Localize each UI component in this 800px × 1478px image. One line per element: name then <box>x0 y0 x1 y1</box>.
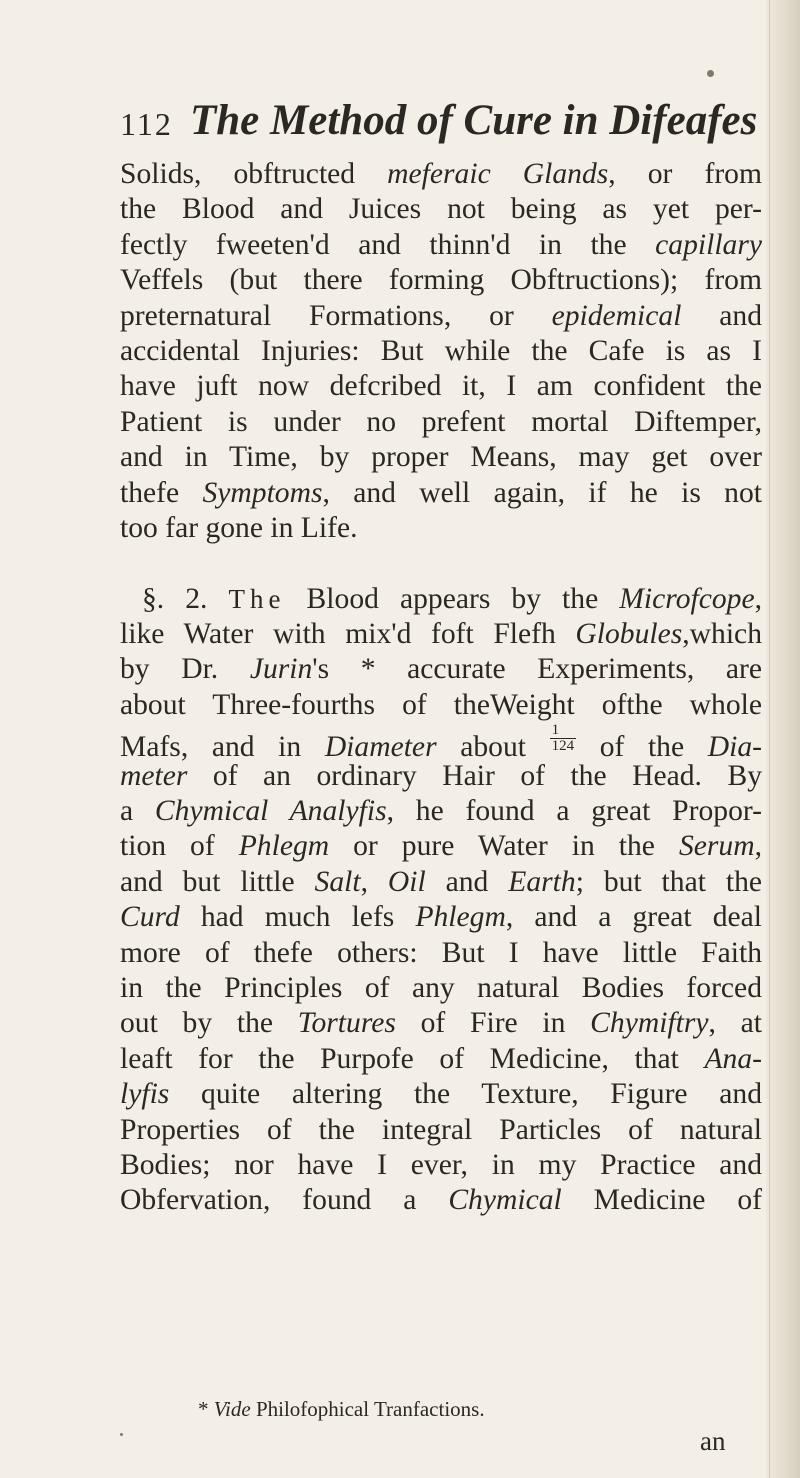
text-run: of an ordinary Hair of the Head. By <box>187 759 762 792</box>
text-line: in the Principles of any natural Bodies forced <box>120 971 762 1004</box>
italic-run: Globules <box>575 618 683 651</box>
text-line <box>120 865 762 900</box>
text-line: too far gone in Life. <box>120 511 358 544</box>
italic-run: meter <box>120 759 188 792</box>
text-run: a <box>120 795 155 828</box>
fraction <box>550 723 577 754</box>
text-line <box>120 228 762 263</box>
text-line <box>120 1183 762 1218</box>
text-run: Medicine of <box>561 1184 762 1217</box>
ink-speck <box>707 70 714 77</box>
text-run: thefe <box>120 476 203 509</box>
text-run: leaft for the Purpofe of Medicine, that <box>120 1042 705 1075</box>
running-title: The Method of Cure in Difeafes <box>190 97 758 144</box>
italic-run: Chymiftry <box>590 1007 709 1040</box>
text-run: out by the <box>120 1007 298 1040</box>
italic-run: Phlegm <box>238 830 330 863</box>
body-text <box>120 157 762 1219</box>
italic-run: Serum <box>678 830 755 863</box>
text-run: , <box>754 830 762 863</box>
text-line: Properties of the integral Particles of natural <box>120 1113 762 1146</box>
text-line: Bodies; nor have I ever, in my Practice and <box>120 1148 762 1181</box>
text-line: more of thefe others: But I have little Faith <box>120 936 762 969</box>
text-line <box>120 299 762 334</box>
text-line: Veffels (but there forming Obftructions); from <box>120 264 762 297</box>
page-header <box>120 96 760 156</box>
footnote-mark: * <box>198 1397 214 1421</box>
text-run: or pure Water in the <box>329 830 679 863</box>
italic-run: Microfcope <box>619 582 755 615</box>
text-run: Obfervation, found a <box>120 1184 449 1217</box>
text-run: ; but that the <box>575 865 763 898</box>
text-run: of Fire in <box>395 1007 591 1040</box>
text-run: 's * accurate Experiments, are <box>312 653 762 686</box>
footnote-text: Philofophical Tranfactions. <box>250 1397 485 1421</box>
italic-run: epidemical <box>551 299 682 332</box>
italic-run: Diameter <box>324 731 437 764</box>
text-line <box>120 157 762 192</box>
page-number: 112 <box>120 106 173 142</box>
italic-run: Chymical Analyfis <box>154 795 387 828</box>
text-run: , <box>360 865 388 898</box>
text-line <box>120 794 762 829</box>
text-run: and <box>681 299 762 332</box>
italic-run: Jurin <box>249 653 313 686</box>
text-line: accidental Injuries: But while the Cafe is as I <box>120 334 762 367</box>
text-run: ,which <box>682 618 762 651</box>
text-line <box>120 759 762 794</box>
catchword: an <box>700 1426 726 1456</box>
italic-run: Oil <box>387 865 426 898</box>
text-line <box>120 900 762 935</box>
ink-speck <box>120 1433 123 1436</box>
footnote <box>198 1397 485 1422</box>
text-run: and <box>425 865 509 898</box>
text-run: like Water with mix'd foft Flefh <box>120 618 576 651</box>
italic-run: Salt <box>314 865 361 898</box>
text-line <box>120 582 762 617</box>
text-line <box>120 617 762 652</box>
text-run: of the <box>576 731 708 764</box>
italic-run: Chymical <box>448 1184 562 1217</box>
italic-run: meferaic Glands <box>387 158 609 190</box>
text-run: preternatural Formations, or <box>120 299 552 332</box>
italic-run: Tortures <box>297 1007 396 1040</box>
text-run: , <box>754 582 762 615</box>
page-edge-line <box>769 0 770 1478</box>
page-edge-shadow <box>766 0 800 1478</box>
text-run: and but little <box>120 865 315 898</box>
small-caps-run: The <box>228 583 286 614</box>
text-run: , at <box>708 1007 763 1040</box>
text-line: have juft now defcribed it, I am confident the <box>120 370 762 403</box>
fraction-denominator: 124 <box>551 738 575 755</box>
fraction-numerator: 1 <box>550 723 577 739</box>
text-line <box>120 722 762 764</box>
text-run: tion of <box>120 830 239 863</box>
text-line <box>120 1042 762 1077</box>
text-line: about Three-fourths of theWeight ofthe whole <box>120 688 762 721</box>
text-run: about <box>436 731 550 764</box>
text-run: fectly fweeten'd and thinn'd in the <box>120 228 656 261</box>
italic-run: Ana- <box>704 1042 762 1075</box>
text-line: Patient is under no prefent mortal Diftemper, <box>120 405 762 438</box>
italic-run: Curd <box>120 901 180 934</box>
text-run: had much lefs <box>179 901 416 934</box>
italic-run: Symptoms <box>202 476 323 509</box>
paragraph-gap <box>120 546 762 581</box>
text-run: , or from <box>608 158 762 190</box>
text-line <box>120 1006 762 1041</box>
text-run: quite altering the Texture, Figure and <box>169 1078 762 1111</box>
section-mark: §. 2. <box>142 582 229 615</box>
text-run: Solids, obftructed <box>120 158 388 190</box>
text-line: the Blood and Juices not being as yet per- <box>120 193 762 226</box>
text-run: , and well again, if he is not <box>322 476 762 509</box>
italic-run: Phlegm <box>415 901 506 934</box>
italic-run: Vide <box>213 1397 251 1421</box>
text-run: Blood appears by the <box>285 582 620 615</box>
text-line <box>120 829 762 864</box>
text-run: , and a great deal <box>505 901 762 934</box>
italic-run: Dia- <box>707 731 762 764</box>
text-run: Mafs, and in <box>120 731 325 764</box>
italic-run: capillary <box>655 228 762 261</box>
text-line <box>120 476 762 511</box>
text-run: by Dr. <box>120 653 250 686</box>
italic-run: lyfis <box>120 1078 170 1111</box>
italic-run: Earth <box>508 865 576 898</box>
text-line: and in Time, by proper Means, may get over <box>120 441 762 474</box>
text-line <box>120 652 762 687</box>
text-run: , he found a great Propor- <box>386 795 762 828</box>
text-line <box>120 1077 762 1112</box>
